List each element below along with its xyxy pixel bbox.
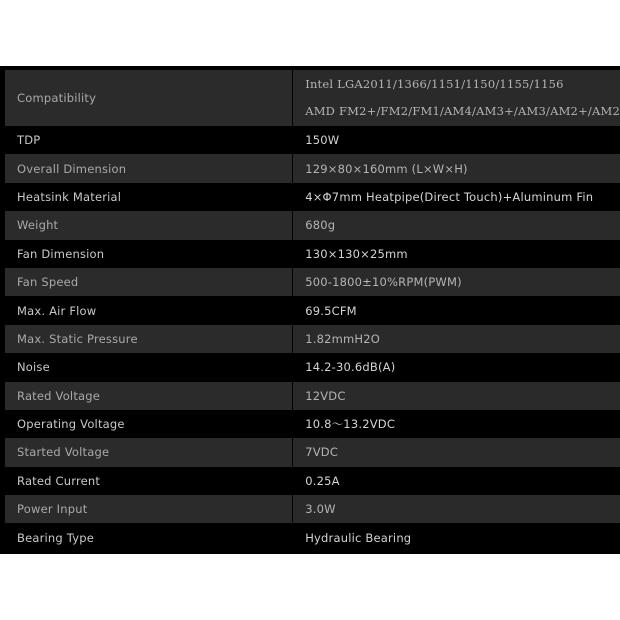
spec-value: 12VDC	[293, 382, 620, 410]
spec-label: Fan Speed	[5, 268, 293, 296]
spec-value: 150W	[293, 126, 620, 154]
spec-row-started-voltage	[5, 438, 620, 466]
spec-value: 7VDC	[293, 438, 620, 466]
spec-label: Overall Dimension	[5, 154, 293, 182]
spec-value: 14.2-30.6dB(A)	[293, 353, 620, 381]
spec-value: 4×Φ7mm Heatpipe(Direct Touch)+Aluminum Fin	[293, 183, 620, 211]
spec-value: Hydraulic Bearing	[293, 523, 620, 551]
spec-value: 129×80×160mm (L×W×H)	[293, 154, 620, 182]
spec-label: Power Input	[5, 495, 293, 523]
spec-label: Weight	[5, 211, 293, 239]
spec-label: Noise	[5, 353, 293, 381]
spec-label: Max. Static Pressure	[5, 325, 293, 353]
spec-row-fan-dimension	[5, 240, 620, 268]
spec-row-bearing-type	[5, 523, 620, 551]
spec-value: 10.8～13.2VDC	[293, 410, 620, 438]
spec-row-operating-voltage	[5, 410, 620, 438]
spec-label: Fan Dimension	[5, 240, 293, 268]
spec-sheet-panel	[0, 66, 620, 554]
spec-row-noise	[5, 353, 620, 381]
spec-table	[5, 70, 620, 552]
spec-value: 680g	[293, 211, 620, 239]
spec-row-compatibility	[5, 70, 620, 126]
spec-value: 0.25A	[293, 467, 620, 495]
spec-row-rated-current	[5, 467, 620, 495]
spec-row-max-static-pressure	[5, 325, 620, 353]
spec-row-max-air-flow	[5, 296, 620, 324]
spec-label: Started Voltage	[5, 438, 293, 466]
spec-row-rated-voltage	[5, 382, 620, 410]
spec-label: Heatsink Material	[5, 183, 293, 211]
spec-label: Rated Voltage	[5, 382, 293, 410]
spec-value	[293, 70, 620, 126]
spec-value: 69.5CFM	[293, 296, 620, 324]
spec-value: 500-1800±10%RPM(PWM)	[293, 268, 620, 296]
spec-row-overall-dimension	[5, 154, 620, 182]
spec-row-tdp	[5, 126, 620, 154]
spec-value: 1.82mmH2O	[293, 325, 620, 353]
spec-label: Max. Air Flow	[5, 296, 293, 324]
spec-row-weight	[5, 211, 620, 239]
spec-label: TDP	[5, 126, 293, 154]
spec-value: 3.0W	[293, 495, 620, 523]
spec-value: 130×130×25mm	[293, 240, 620, 268]
spec-label: Operating Voltage	[5, 410, 293, 438]
compatibility-intel: Intel LGA2011/1366/1151/1150/1155/1156	[305, 77, 564, 91]
compatibility-amd: AMD FM2+/FM2/FM1/AM4/AM3+/AM3/AM2+/AM2	[305, 104, 620, 118]
spec-label: Compatibility	[5, 70, 293, 126]
spec-row-power-input	[5, 495, 620, 523]
spec-label: Bearing Type	[5, 523, 293, 551]
spec-row-fan-speed	[5, 268, 620, 296]
spec-row-heatsink-material	[5, 183, 620, 211]
spec-label: Rated Current	[5, 467, 293, 495]
